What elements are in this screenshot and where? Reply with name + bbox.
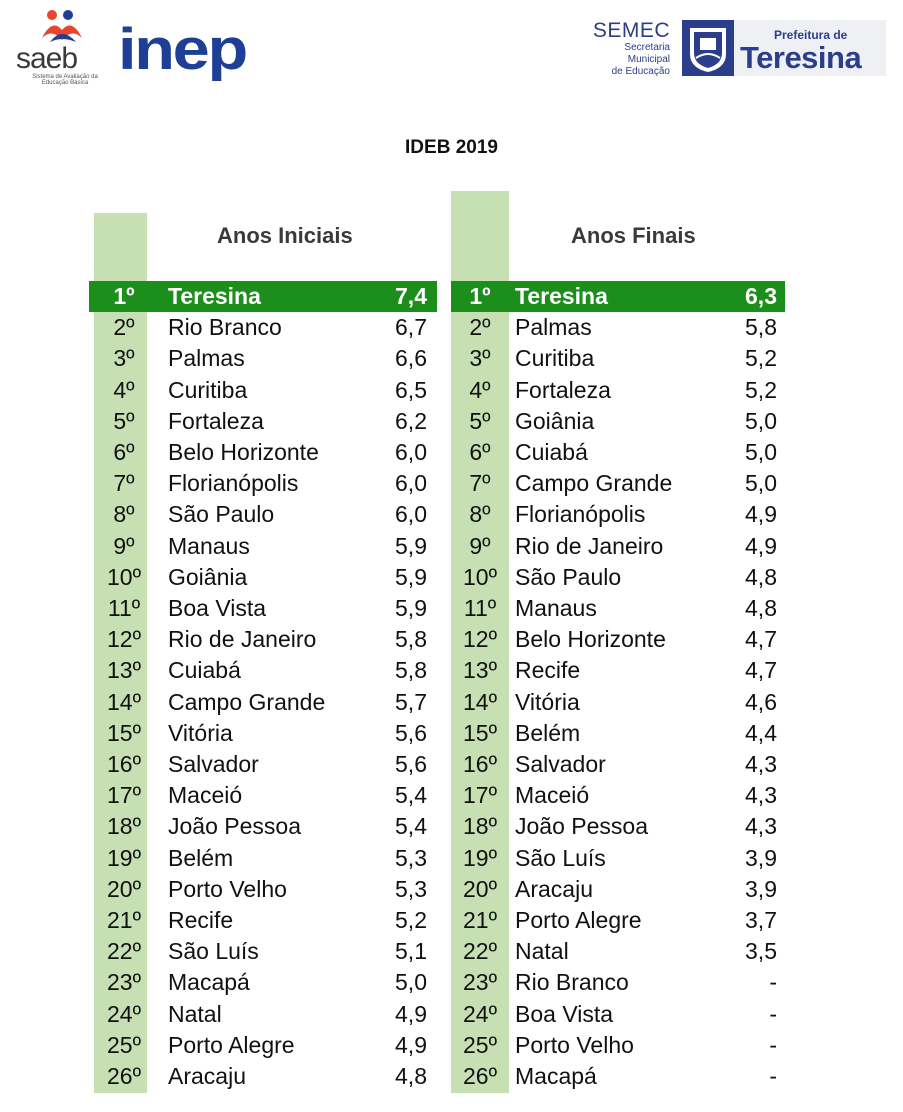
table-row bbox=[89, 312, 437, 343]
score-cell: 4,9 bbox=[745, 532, 777, 559]
score-cell: 3,9 bbox=[745, 875, 777, 902]
semec-line-3: de Educação bbox=[611, 66, 670, 77]
score-cell: 5,0 bbox=[745, 470, 777, 497]
rank-cell: 19º bbox=[463, 844, 497, 871]
table-row-highlight bbox=[451, 281, 785, 312]
city-cell: Macapá bbox=[515, 1063, 597, 1089]
rank-cell: 1º bbox=[113, 283, 135, 309]
rank-cell: 12º bbox=[463, 626, 497, 653]
table-row bbox=[89, 593, 437, 624]
table-row bbox=[451, 1061, 785, 1092]
city-crest-icon bbox=[682, 20, 734, 76]
table-header-anos-iniciais: Anos Iniciais bbox=[217, 223, 353, 248]
table-row bbox=[89, 468, 437, 499]
city-cell: Rio de Janeiro bbox=[515, 532, 664, 559]
score-cell: 4,4 bbox=[745, 719, 777, 746]
semec-title: SEMEC bbox=[592, 19, 670, 42]
score-cell: - bbox=[769, 1031, 777, 1058]
city-cell: Recife bbox=[168, 907, 234, 933]
saeb-subtitle: Sistema de Avaliação da Educação Básica bbox=[32, 74, 98, 86]
table-row bbox=[451, 749, 785, 780]
table-row bbox=[451, 499, 785, 530]
rank-cell: 14º bbox=[463, 688, 497, 715]
rank-cell: 8º bbox=[113, 501, 135, 528]
saeb-logo bbox=[12, 8, 104, 84]
score-cell: 6,2 bbox=[395, 407, 427, 434]
city-cell: São Paulo bbox=[515, 563, 622, 590]
city-cell: Campo Grande bbox=[515, 470, 673, 497]
score-cell: 5,1 bbox=[395, 938, 427, 965]
table-row bbox=[451, 562, 785, 593]
city-cell: Palmas bbox=[515, 314, 592, 341]
table-row-highlight bbox=[89, 281, 437, 312]
score-cell: 5,4 bbox=[395, 782, 427, 809]
rank-cell: 9º bbox=[469, 532, 491, 559]
city-cell: João Pessoa bbox=[515, 813, 648, 840]
rank-cell: 8º bbox=[469, 501, 491, 528]
rank-cell: 9º bbox=[113, 532, 135, 559]
score-cell: 5,4 bbox=[395, 813, 427, 840]
table-row bbox=[451, 593, 785, 624]
city-cell: Rio Branco bbox=[515, 969, 629, 996]
saeb-wordmark: saeb bbox=[16, 42, 78, 75]
table-row bbox=[451, 624, 785, 655]
table-row bbox=[89, 1030, 437, 1061]
city-cell: Vitória bbox=[168, 719, 233, 746]
city-cell: Manaus bbox=[515, 595, 597, 621]
rank-cell: 11º bbox=[463, 595, 497, 621]
rank-cell: 15º bbox=[107, 719, 141, 746]
city-cell: Porto Velho bbox=[168, 875, 287, 902]
rank-cell: 21º bbox=[107, 907, 141, 933]
table-header-anos-finais: Anos Finais bbox=[571, 223, 696, 248]
table-row bbox=[89, 343, 437, 374]
score-cell: - bbox=[769, 1000, 777, 1027]
score-cell: 5,2 bbox=[395, 907, 427, 933]
table-row bbox=[451, 468, 785, 499]
table-row bbox=[451, 655, 785, 686]
rank-cell: 16º bbox=[463, 751, 497, 777]
score-cell: - bbox=[769, 969, 777, 996]
rank-cell: 1º bbox=[469, 283, 491, 309]
rank-cell: 4º bbox=[469, 376, 491, 403]
city-cell: Maceió bbox=[168, 782, 243, 809]
table-row bbox=[89, 437, 437, 468]
city-cell: Manaus bbox=[168, 532, 250, 559]
score-cell: 5,2 bbox=[745, 345, 777, 372]
score-cell: 6,6 bbox=[395, 345, 427, 372]
score-cell: 3,7 bbox=[745, 907, 777, 933]
rank-cell: 13º bbox=[107, 657, 141, 684]
city-cell: Teresina bbox=[168, 283, 261, 309]
score-cell: 6,7 bbox=[395, 314, 427, 341]
table-row bbox=[89, 811, 437, 842]
rank-cell: 20º bbox=[463, 875, 497, 902]
rank-cell: 24º bbox=[463, 1000, 497, 1027]
rank-cell: 13º bbox=[463, 657, 497, 684]
score-cell: 5,3 bbox=[395, 875, 427, 902]
score-cell: 4,3 bbox=[745, 782, 777, 809]
rank-cell: 3º bbox=[469, 345, 491, 372]
city-cell: Cuiabá bbox=[515, 439, 588, 465]
rank-cell: 20º bbox=[107, 875, 141, 902]
city-cell: João Pessoa bbox=[168, 813, 301, 840]
score-cell: 4,6 bbox=[745, 688, 777, 715]
table-row bbox=[89, 749, 437, 780]
city-cell: Salvador bbox=[515, 751, 606, 777]
score-cell: 5,8 bbox=[395, 626, 427, 653]
city-cell: Porto Alegre bbox=[168, 1031, 295, 1058]
table-row bbox=[451, 999, 785, 1030]
rank-cell: 22º bbox=[463, 938, 497, 965]
city-cell: Recife bbox=[515, 657, 581, 684]
table-row bbox=[89, 999, 437, 1030]
score-cell: 4,7 bbox=[745, 626, 777, 653]
rank-cell: 25º bbox=[107, 1031, 141, 1058]
score-cell: 4,3 bbox=[745, 751, 777, 777]
city-cell: Belo Horizonte bbox=[168, 439, 319, 465]
city-cell: Aracaju bbox=[515, 875, 593, 902]
table-row bbox=[89, 499, 437, 530]
score-cell: 5,0 bbox=[395, 969, 427, 996]
rank-cell: 23º bbox=[463, 969, 497, 996]
score-cell: 5,2 bbox=[745, 376, 777, 403]
city-cell: Curitiba bbox=[168, 376, 248, 403]
table-row bbox=[451, 718, 785, 749]
rank-cell: 6º bbox=[113, 439, 135, 465]
rank-cell: 5º bbox=[113, 407, 135, 434]
table-row bbox=[89, 1061, 437, 1092]
table-row bbox=[451, 375, 785, 406]
score-cell: - bbox=[769, 1063, 777, 1089]
city-cell: Curitiba bbox=[515, 345, 595, 372]
city-cell: São Luís bbox=[515, 844, 606, 871]
score-cell: 5,7 bbox=[395, 688, 427, 715]
table-row bbox=[451, 811, 785, 842]
score-cell: 4,9 bbox=[395, 1000, 427, 1027]
rank-cell: 10º bbox=[463, 563, 497, 590]
prefeitura-logo bbox=[682, 20, 886, 76]
semec-logo bbox=[560, 20, 670, 78]
table-row bbox=[451, 312, 785, 343]
city-cell: Porto Velho bbox=[515, 1031, 634, 1058]
city-cell: Boa Vista bbox=[168, 595, 267, 621]
city-cell: São Paulo bbox=[168, 501, 275, 528]
document-title: IDEB 2019 bbox=[405, 137, 498, 158]
rank-cell: 7º bbox=[113, 470, 135, 497]
city-cell: Natal bbox=[168, 1000, 222, 1027]
rank-cell: 26º bbox=[463, 1063, 497, 1089]
city-cell: Vitória bbox=[515, 688, 580, 715]
city-cell: Natal bbox=[515, 938, 569, 965]
inep-logo: inep bbox=[118, 17, 246, 82]
city-cell: Belém bbox=[168, 844, 234, 871]
score-cell: 3,5 bbox=[745, 938, 777, 965]
table-row bbox=[89, 375, 437, 406]
city-cell: Maceió bbox=[515, 782, 590, 809]
rank-cell: 7º bbox=[469, 470, 491, 497]
rank-cell: 4º bbox=[113, 376, 135, 403]
rank-cell: 5º bbox=[469, 407, 491, 434]
table-row bbox=[451, 780, 785, 811]
score-cell: 5,6 bbox=[395, 719, 427, 746]
rank-cell: 10º bbox=[107, 563, 141, 590]
city-cell: Rio Branco bbox=[168, 314, 282, 341]
rank-cell: 2º bbox=[469, 314, 491, 341]
table-row bbox=[89, 531, 437, 562]
table-row bbox=[451, 967, 785, 998]
score-cell: 4,9 bbox=[745, 501, 777, 528]
table-row bbox=[451, 687, 785, 718]
table-row bbox=[89, 843, 437, 874]
rank-cell: 2º bbox=[113, 314, 135, 341]
score-cell: 6,0 bbox=[395, 470, 427, 497]
score-cell: 7,4 bbox=[395, 283, 427, 309]
rank-cell: 17º bbox=[107, 782, 141, 809]
score-cell: 5,9 bbox=[395, 563, 427, 590]
prefeitura-city: Teresina bbox=[740, 40, 862, 75]
city-cell: Florianópolis bbox=[515, 501, 646, 528]
score-cell: 5,8 bbox=[745, 314, 777, 341]
rank-cell: 23º bbox=[107, 969, 141, 996]
rank-cell: 26º bbox=[107, 1063, 141, 1089]
table-row bbox=[89, 780, 437, 811]
table-row bbox=[89, 936, 437, 967]
semec-line-1: Secretaria bbox=[624, 42, 670, 53]
score-cell: 6,5 bbox=[395, 376, 427, 403]
table-row bbox=[451, 437, 785, 468]
table-row bbox=[451, 406, 785, 437]
city-cell: Boa Vista bbox=[515, 1000, 614, 1027]
rank-cell: 25º bbox=[463, 1031, 497, 1058]
city-cell: Salvador bbox=[168, 751, 259, 777]
city-cell: Aracaju bbox=[168, 1063, 246, 1089]
saeb-people-icon bbox=[36, 8, 86, 46]
score-cell: 5,0 bbox=[745, 407, 777, 434]
city-cell: Florianópolis bbox=[168, 470, 299, 497]
score-cell: 5,0 bbox=[745, 439, 777, 465]
city-cell: Campo Grande bbox=[168, 688, 326, 715]
city-cell: Fortaleza bbox=[515, 376, 611, 403]
rank-cell: 14º bbox=[107, 688, 141, 715]
city-cell: Fortaleza bbox=[168, 407, 264, 434]
city-cell: Porto Alegre bbox=[515, 907, 642, 933]
score-cell: 5,9 bbox=[395, 532, 427, 559]
score-cell: 6,0 bbox=[395, 439, 427, 465]
rank-cell: 21º bbox=[463, 907, 497, 933]
rank-cell: 15º bbox=[463, 719, 497, 746]
score-cell: 5,8 bbox=[395, 657, 427, 684]
table-row bbox=[89, 687, 437, 718]
score-cell: 5,6 bbox=[395, 751, 427, 777]
table-row bbox=[89, 624, 437, 655]
score-cell: 4,3 bbox=[745, 813, 777, 840]
rank-cell: 18º bbox=[463, 813, 497, 840]
rank-cell: 11º bbox=[107, 595, 141, 621]
city-cell: Goiânia bbox=[515, 407, 595, 434]
table-row bbox=[89, 655, 437, 686]
city-cell: Palmas bbox=[168, 345, 245, 372]
table-row bbox=[451, 1030, 785, 1061]
city-cell: Belo Horizonte bbox=[515, 626, 666, 653]
score-cell: 4,7 bbox=[745, 657, 777, 684]
table-row bbox=[451, 843, 785, 874]
table-row bbox=[451, 905, 785, 936]
rank-cell: 17º bbox=[463, 782, 497, 809]
table-row bbox=[89, 905, 437, 936]
prefeitura-label: Prefeitura de bbox=[774, 28, 848, 42]
score-cell: 4,8 bbox=[395, 1063, 427, 1089]
city-cell: Teresina bbox=[515, 283, 608, 309]
city-cell: Cuiabá bbox=[168, 657, 241, 684]
score-cell: 4,8 bbox=[745, 563, 777, 590]
rank-cell: 16º bbox=[107, 751, 141, 777]
table-row bbox=[451, 343, 785, 374]
table-row bbox=[451, 531, 785, 562]
score-cell: 4,8 bbox=[745, 595, 777, 621]
score-cell: 3,9 bbox=[745, 844, 777, 871]
table-row bbox=[89, 967, 437, 998]
city-cell: Belém bbox=[515, 719, 581, 746]
city-cell: Macapá bbox=[168, 969, 250, 996]
score-cell: 4,9 bbox=[395, 1031, 427, 1058]
rank-cell: 19º bbox=[107, 844, 141, 871]
score-cell: 5,3 bbox=[395, 844, 427, 871]
rank-cell: 18º bbox=[107, 813, 141, 840]
city-cell: Rio de Janeiro bbox=[168, 626, 317, 653]
table-row bbox=[89, 406, 437, 437]
score-cell: 5,9 bbox=[395, 595, 427, 621]
rank-cell: 22º bbox=[107, 938, 141, 965]
rank-cell: 24º bbox=[107, 1000, 141, 1027]
rank-cell: 12º bbox=[107, 626, 141, 653]
score-cell: 6,3 bbox=[745, 283, 777, 309]
city-cell: São Luís bbox=[168, 938, 259, 965]
rank-cell: 6º bbox=[469, 439, 491, 465]
table-row bbox=[89, 874, 437, 905]
table-row bbox=[89, 718, 437, 749]
rank-cell: 3º bbox=[113, 345, 135, 372]
table-row bbox=[451, 874, 785, 905]
table-row bbox=[89, 562, 437, 593]
table-row bbox=[451, 936, 785, 967]
score-cell: 6,0 bbox=[395, 501, 427, 528]
semec-line-2: Municipal bbox=[627, 54, 670, 65]
city-cell: Goiânia bbox=[168, 563, 248, 590]
